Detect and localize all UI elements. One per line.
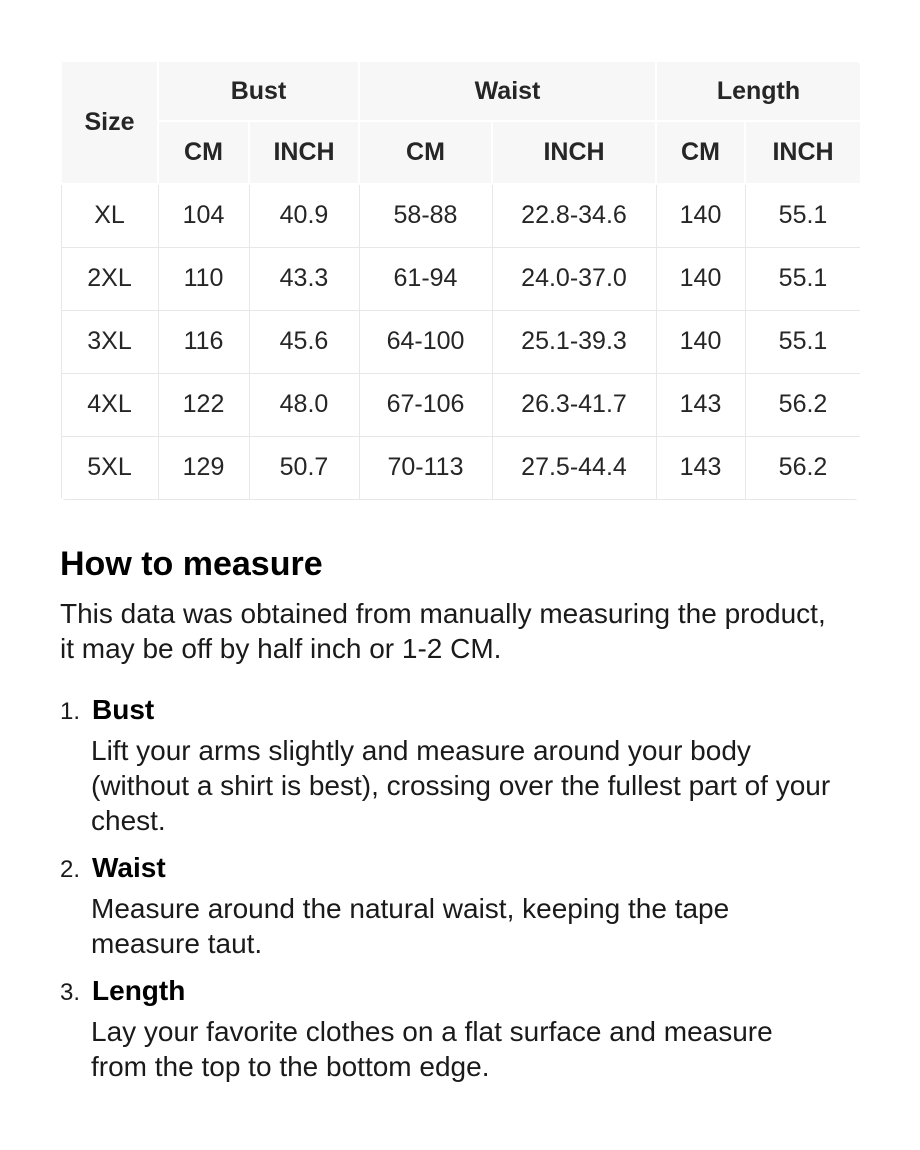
cell-waist-inch: 22.8-34.6 [492,184,656,247]
column-header-length: Length [656,61,860,121]
cell-waist-inch: 26.3-41.7 [492,373,656,436]
cell-waist-inch: 25.1-39.3 [492,310,656,373]
description-line: measure taut. [91,928,263,960]
cell-bust-cm: 110 [158,247,249,310]
cell-bust-inch: 45.6 [249,310,359,373]
measure-intro [60,596,860,666]
unit-header-length-cm: CM [656,121,745,184]
cell-length-inch: 55.1 [745,310,860,373]
step-description [91,891,860,961]
step-heading [60,694,860,726]
description-line: chest. [91,805,166,837]
step-number: 3. [60,979,81,1007]
cell-length-cm: 140 [656,184,745,247]
table-row [61,247,860,310]
cell-length-inch: 55.1 [745,247,860,310]
description-line: Lay your favorite clothes on a flat surface and measure [91,1016,773,1048]
step-waist [60,852,860,961]
cell-length-cm: 140 [656,310,745,373]
intro-line: it may be off by half inch or 1-2 CM. [60,633,502,665]
column-header-bust: Bust [158,61,359,121]
cell-length-inch: 55.1 [745,184,860,247]
cell-size: 3XL [61,310,158,373]
unit-header-length-inch: INCH [745,121,860,184]
cell-bust-cm: 116 [158,310,249,373]
table-row [61,436,860,499]
step-term: Bust [92,694,155,726]
cell-size: 5XL [61,436,158,499]
cell-bust-cm: 122 [158,373,249,436]
step-heading [60,852,860,884]
cell-bust-inch: 50.7 [249,436,359,499]
description-line: Lift your arms slightly and measure around your body [91,735,751,767]
unit-header-waist-inch: INCH [492,121,656,184]
cell-waist-inch: 27.5-44.4 [492,436,656,499]
cell-waist-cm: 61-94 [359,247,492,310]
size-chart [60,60,860,500]
step-term: Length [92,975,186,1007]
step-length [60,975,860,1084]
cell-bust-inch: 43.3 [249,247,359,310]
table-row [61,310,860,373]
unit-header-bust-cm: CM [158,121,249,184]
cell-size: 2XL [61,247,158,310]
table-row [61,184,860,247]
step-number: 1. [60,698,81,726]
cell-bust-cm: 129 [158,436,249,499]
size-chart-table [60,60,860,500]
cell-length-cm: 143 [656,436,745,499]
cell-waist-inch: 24.0-37.0 [492,247,656,310]
step-bust [60,694,860,838]
cell-length-inch: 56.2 [745,373,860,436]
step-description [91,733,860,838]
intro-line: This data was obtained from manually measuring the product, [60,598,826,630]
column-header-waist: Waist [359,61,656,121]
unit-header-waist-cm: CM [359,121,492,184]
description-line: (without a shirt is best), crossing over the fullest part of your [91,770,831,802]
cell-size: 4XL [61,373,158,436]
cell-length-inch: 56.2 [745,436,860,499]
cell-bust-inch: 48.0 [249,373,359,436]
step-heading [60,975,860,1007]
cell-bust-inch: 40.9 [249,184,359,247]
cell-waist-cm: 67-106 [359,373,492,436]
column-header-size: Size [61,61,158,184]
table-row [61,373,860,436]
step-term: Waist [92,852,166,884]
how-to-measure-heading: How to measure [60,544,323,583]
cell-waist-cm: 64-100 [359,310,492,373]
description-line: from the top to the bottom edge. [91,1051,490,1083]
unit-header-bust-inch: INCH [249,121,359,184]
description-line: Measure around the natural waist, keeping the tape [91,893,730,925]
cell-size: XL [61,184,158,247]
step-number: 2. [60,856,81,884]
step-description [91,1014,860,1084]
cell-length-cm: 143 [656,373,745,436]
cell-length-cm: 140 [656,247,745,310]
cell-waist-cm: 58-88 [359,184,492,247]
cell-bust-cm: 104 [158,184,249,247]
cell-waist-cm: 70-113 [359,436,492,499]
measure-steps [60,694,860,1084]
